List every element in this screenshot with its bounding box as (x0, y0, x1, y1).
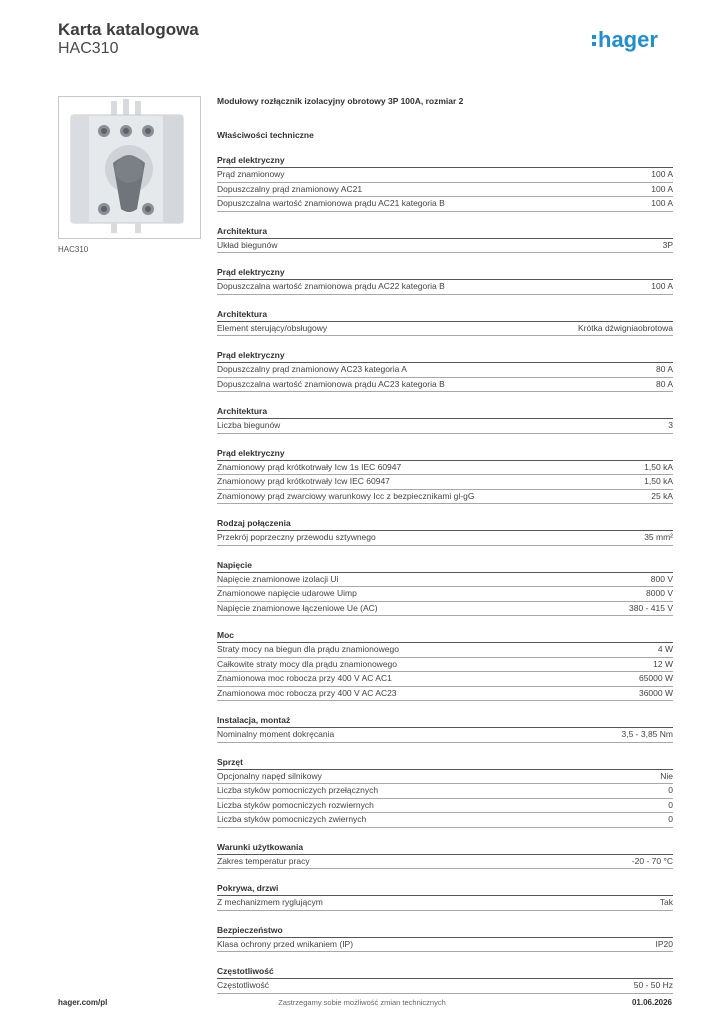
spec-row (217, 672, 673, 687)
section-title: Sprzęt (217, 756, 673, 770)
spec-row (217, 799, 673, 814)
section-title: Moc (217, 629, 673, 643)
spec-label: Klasa ochrony przed wnikaniem (IP) (217, 938, 354, 949)
section-title: Bezpieczeństwo (217, 924, 673, 938)
spec-value: Krótka dźwigniaobrotowa (578, 322, 673, 333)
section-title: Prąd elektryczny (217, 447, 673, 461)
spec-label: Znamionowe napięcie udarowe Uimp (217, 588, 357, 598)
spec-value: 3,5 - 3,85 Nm (621, 729, 673, 739)
hager-logo (592, 26, 676, 60)
spec-value: 1,50 kA (644, 461, 673, 472)
spec-label: Dopuszczalna wartość znamionowa prądu AC21 kategoria B (217, 198, 445, 208)
spec-label: Element sterujący/obsługowy (217, 322, 328, 333)
product-description: Modułowy rozłącznik izolacyjny obrotowy 3P 100A, rozmiar 2 (217, 96, 464, 106)
spec-value: 100 A (651, 198, 673, 208)
section-title: Architektura (217, 308, 673, 322)
spec-section (217, 559, 673, 617)
spec-value: -20 - 70 °C (631, 855, 673, 866)
spec-row (217, 531, 673, 546)
product-image (58, 96, 201, 239)
section-title: Pokrywa, drzwi (217, 882, 673, 896)
spec-section (217, 349, 673, 392)
section-title: Instalacja, montaż (217, 714, 673, 728)
section-title: Prąd elektryczny (217, 154, 673, 168)
spec-label: Dopuszczalna wartość znamionowa prądu AC23 kategoria B (217, 378, 445, 389)
spec-value: 100 A (651, 169, 673, 179)
spec-row (217, 643, 673, 658)
spec-section (217, 924, 673, 953)
spec-value: 8000 V (646, 588, 673, 598)
spec-value: 380 - 415 V (629, 602, 673, 613)
spec-row (217, 490, 673, 505)
spec-section (217, 714, 673, 743)
spec-label: Znamionowy prąd krótkotrwały Icw IEC 60947 (217, 476, 390, 486)
footer-date: 01.06.2026 (631, 998, 672, 1007)
spec-sections (217, 154, 673, 994)
spec-value: 25 kA (651, 490, 673, 501)
rotary-switch-image (59, 97, 200, 238)
spec-value: 0 (668, 785, 673, 795)
spec-label: Częstotliwość (217, 980, 269, 990)
spec-value: 3 (668, 420, 673, 430)
spec-label: Całkowite straty mocy dla prądu znamionowego (217, 658, 398, 669)
section-title: Architektura (217, 225, 673, 239)
page-title: Karta katalogowa (58, 20, 199, 39)
spec-label: Znamionowy prąd zwarciowy warunkowy Icc z bezpiecznikami gl-gG (217, 490, 475, 501)
section-title: Warunki użytkowania (217, 841, 673, 855)
spec-section (217, 405, 673, 434)
product-image-caption: HAC310 (58, 245, 89, 254)
spec-section (217, 447, 673, 505)
spec-row (217, 855, 673, 870)
spec-value: 0 (668, 799, 673, 810)
spec-row (217, 979, 673, 994)
spec-label: Napięcie znamionowe łączeniowe Ue (AC) (217, 602, 378, 613)
spec-row (217, 658, 673, 673)
spec-label: Dopuszczalna wartość znamionowa prądu AC22 kategoria B (217, 281, 445, 291)
spec-row (217, 280, 673, 295)
section-title: Napięcie (217, 559, 673, 573)
section-title: Prąd elektryczny (217, 266, 673, 280)
spec-row (217, 239, 673, 254)
spec-section (217, 965, 673, 994)
spec-label: Napięcie znamionowe izolacji Ui (217, 573, 339, 584)
spec-value: 4 W (657, 644, 673, 654)
spec-row (217, 938, 673, 953)
section-title: Częstotliwość (217, 965, 673, 979)
spec-row (217, 687, 673, 702)
spec-label: Prąd znamionowy (217, 169, 285, 179)
spec-label: Znamionowa moc robocza przy 400 V AC AC1 (217, 673, 392, 683)
spec-value: 12 W (653, 658, 673, 669)
spec-value: 100 A (651, 183, 673, 194)
spec-row (217, 363, 673, 378)
spec-row (217, 183, 673, 198)
spec-value: 0 (668, 814, 673, 824)
spec-row (217, 602, 673, 617)
spec-row (217, 587, 673, 602)
spec-label: Liczba styków pomocniczych zwiernych (217, 814, 367, 824)
spec-row (217, 573, 673, 588)
spec-section (217, 882, 673, 911)
spec-row (217, 419, 673, 434)
spec-row (217, 461, 673, 476)
spec-row (217, 475, 673, 490)
spec-section (217, 154, 673, 212)
spec-row (217, 896, 673, 911)
spec-value: Tak (659, 897, 673, 907)
spec-label: Liczba styków pomocniczych rozwiernych (217, 799, 374, 810)
spec-value: 100 A (651, 281, 673, 291)
spec-value: 800 V (650, 573, 673, 584)
product-code: HAC310 (58, 40, 119, 57)
spec-label: Zakres temperatur pracy (217, 855, 310, 866)
spec-section (217, 266, 673, 295)
section-title: Rodzaj połączenia (217, 517, 673, 531)
spec-label: Nominalny moment dokręcania (217, 729, 335, 739)
footer-website: hager.com/pl (58, 998, 108, 1007)
spec-value: 50 - 50 Hz (633, 980, 673, 990)
specifications (217, 95, 673, 994)
spec-section (217, 629, 673, 701)
spec-section (217, 756, 673, 828)
spec-section (217, 841, 673, 870)
spec-section (217, 517, 673, 546)
spec-label: Straty mocy na biegun dla prądu znamionowego (217, 644, 399, 654)
spec-row (217, 322, 673, 337)
properties-heading: Właściwości techniczne (217, 130, 314, 140)
spec-row (217, 378, 673, 393)
spec-row (217, 728, 673, 743)
spec-value: IP20 (655, 938, 673, 949)
spec-value: 80 A (655, 378, 673, 389)
spec-row (217, 770, 673, 785)
spec-row (217, 197, 673, 212)
spec-label: Liczba biegunów (217, 420, 281, 430)
footer-disclaimer: Zastrzegamy sobie możliwość zmian technicznych (278, 998, 446, 1007)
spec-row (217, 168, 673, 183)
spec-row (217, 813, 673, 828)
spec-label: Znamionowa moc robocza przy 400 V AC AC23 (217, 687, 397, 698)
logo-text: hager (598, 27, 658, 52)
spec-label: Przekrój poprzeczny przewodu sztywnego (217, 532, 376, 542)
spec-section (217, 308, 673, 337)
section-title: Prąd elektryczny (217, 349, 673, 363)
spec-label: Liczba styków pomocniczych przełącznych (217, 785, 379, 795)
spec-value: 65000 W (638, 673, 673, 683)
spec-value: 1,50 kA (644, 476, 673, 486)
spec-value: 80 A (655, 364, 673, 374)
spec-label: Znamionowy prąd krótkotrwały Icw 1s IEC 60947 (217, 461, 402, 472)
spec-label: Z mechanizmem ryglującym (217, 897, 323, 907)
spec-value: 3P (662, 239, 673, 250)
spec-label: Układ biegunów (217, 239, 278, 250)
spec-value: 36000 W (638, 687, 673, 698)
spec-value: 35 mm² (644, 532, 673, 542)
spec-label: Dopuszczalny prąd znamionowy AC23 kategoria A (217, 364, 407, 374)
spec-section (217, 225, 673, 254)
section-title: Architektura (217, 405, 673, 419)
spec-value: Nie (660, 770, 673, 781)
spec-row (217, 784, 673, 799)
spec-label: Dopuszczalny prąd znamionowy AC21 (217, 183, 363, 194)
spec-label: Opcjonalny napęd silnikowy (217, 770, 322, 781)
